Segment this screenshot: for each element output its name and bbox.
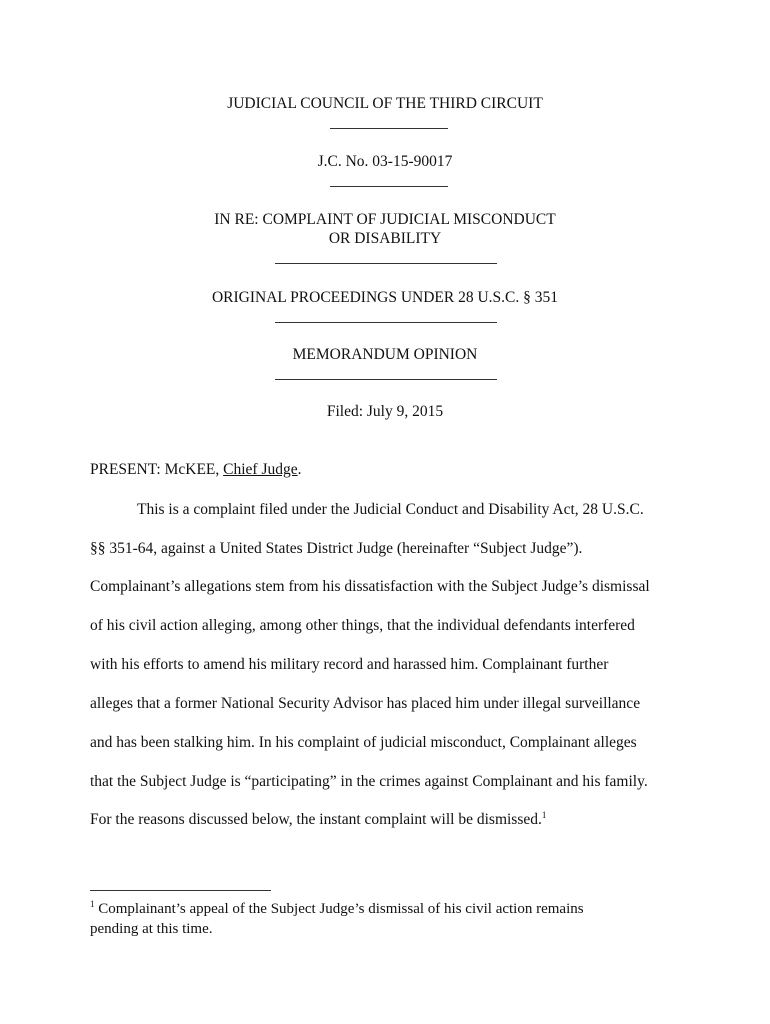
- present-suffix: .: [297, 461, 302, 478]
- body-line: Complainant’s allegations stem from his dissatisfaction with the Subject Judge’s dismissal: [90, 578, 650, 595]
- body-line: that the Subject Judge is “participating” in the crimes against Complainant and his family.: [90, 773, 648, 790]
- body-line-last: [90, 810, 546, 830]
- footnote-text-1: Complainant’s appeal of the Subject Judge’s dismissal of his civil action remains: [94, 901, 584, 917]
- caption-divider: [275, 379, 497, 380]
- body-line: and has been stalking him. In his complaint of judicial misconduct, Complainant alleges: [90, 734, 637, 751]
- present-prefix: PRESENT: McKEE,: [90, 461, 224, 478]
- caption-divider: [330, 186, 448, 187]
- footnote-separator: [90, 890, 271, 891]
- body-line: This is a complaint filed under the Judicial Conduct and Disability Act, 28 U.S.C.: [137, 501, 644, 518]
- caption-divider: [275, 322, 497, 323]
- present-line: [90, 460, 302, 480]
- footnote-reference[interactable]: 1: [541, 810, 547, 820]
- footnote-line-1: [90, 899, 690, 919]
- proceedings-heading: ORIGINAL PROCEEDINGS UNDER 28 U.S.C. § 351: [211, 289, 559, 306]
- in-re-line-1: IN RE: COMPLAINT OF JUDICIAL MISCONDUCT: [214, 211, 556, 228]
- in-re-line-2: OR DISABILITY: [328, 230, 442, 247]
- caption-divider: [330, 128, 448, 129]
- caption-divider: [275, 263, 497, 264]
- body-line-text: For the reasons discussed below, the instant complaint will be dismissed.: [90, 811, 542, 828]
- body-line: alleges that a former National Security Advisor has placed him under illegal surveillance: [90, 695, 641, 712]
- present-title: Chief Judge: [223, 461, 298, 478]
- docket-number: J.C. No. 03-15-90017: [317, 153, 453, 170]
- footnote-number: 1: [90, 899, 95, 909]
- body-line: with his efforts to amend his military record and harassed him. Complainant further: [90, 656, 609, 673]
- body-line: §§ 351-64, against a United States District Judge (hereinafter “Subject Judge”).: [90, 540, 583, 557]
- body-line: of his civil action alleging, among other things, that the individual defendants interfered: [90, 617, 635, 634]
- court-name: JUDICIAL COUNCIL OF THE THIRD CIRCUIT: [227, 95, 543, 112]
- footnote-line-2: pending at this time.: [90, 921, 213, 937]
- document-type: MEMORANDUM OPINION: [292, 346, 478, 363]
- filed-date: Filed: July 9, 2015: [326, 403, 444, 420]
